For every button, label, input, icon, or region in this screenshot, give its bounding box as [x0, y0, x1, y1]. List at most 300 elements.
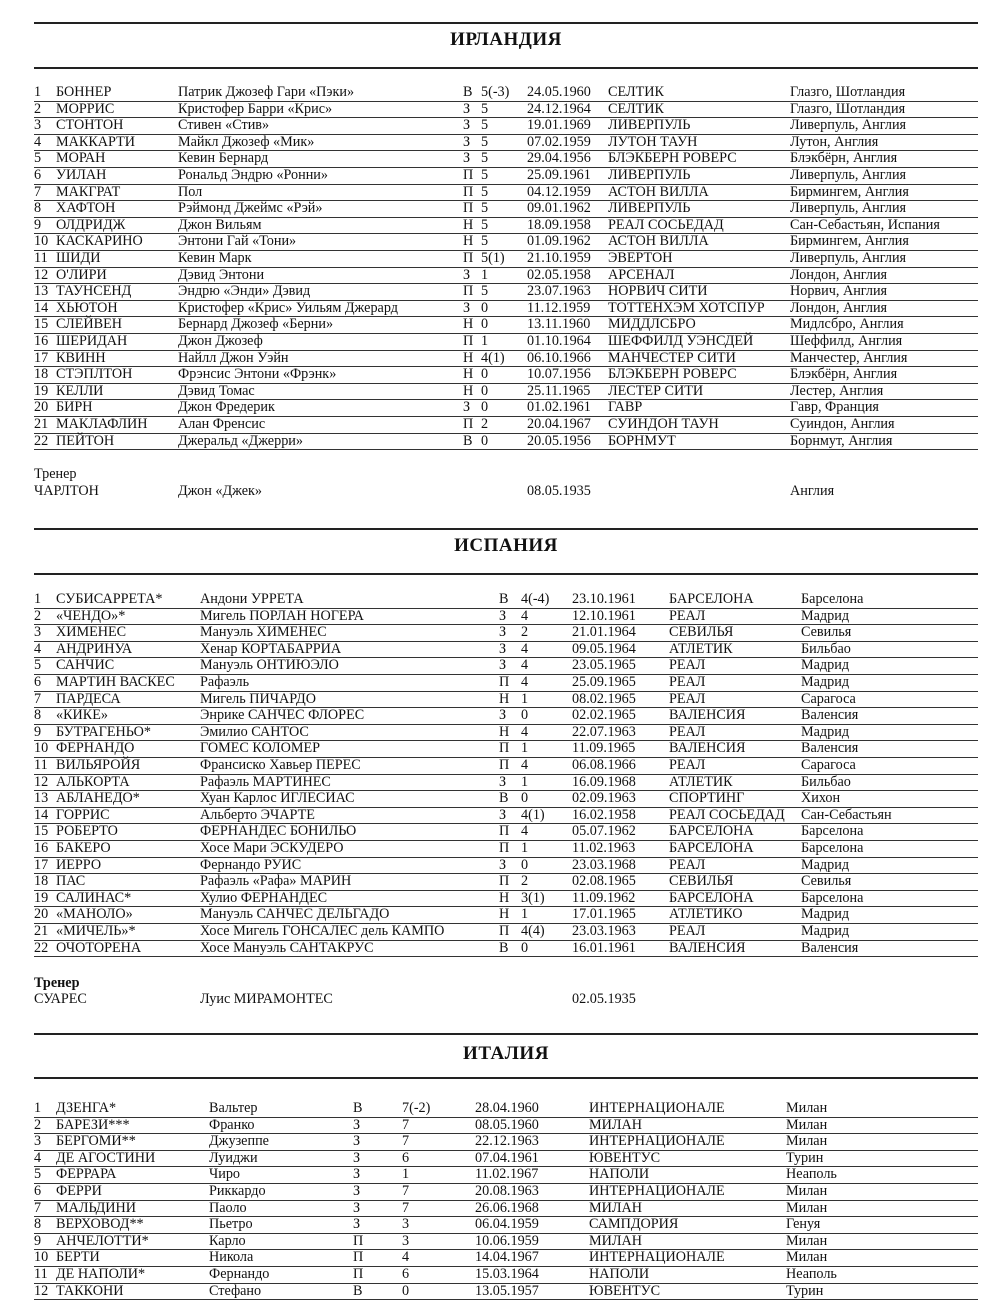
player-position: П — [463, 167, 474, 183]
player-club: СЕЛТИК — [608, 84, 664, 100]
player-matches: 1 — [521, 690, 529, 707]
player-matches: 5 — [481, 150, 489, 167]
player-given-names: Дэвид Энтони — [178, 266, 265, 283]
player-number: 1 — [34, 591, 42, 607]
player-birthdate: 01.09.1962 — [527, 233, 591, 250]
player-number: 2 — [34, 607, 42, 624]
player-birthdate: 12.10.1961 — [572, 607, 636, 624]
player-row — [34, 740, 978, 758]
player-club: МИДДЛСБРО — [608, 316, 696, 333]
player-row — [34, 416, 978, 434]
player-club: ИНТЕРНАЦИОНАЛЕ — [589, 1249, 725, 1266]
player-position: П — [463, 200, 474, 217]
player-surname: СУБИСАРРЕТА* — [56, 591, 163, 607]
player-number: 5 — [34, 1166, 42, 1183]
player-row — [34, 150, 978, 168]
player-birthdate: 22.12.1963 — [475, 1133, 539, 1150]
player-position: П — [463, 283, 474, 300]
player-row — [34, 1249, 978, 1267]
player-given-names: Андони УРРЕТА — [200, 591, 304, 607]
player-club: РЕАЛ — [669, 674, 706, 690]
player-matches: 5 — [481, 167, 489, 183]
player-matches: 6 — [402, 1149, 410, 1166]
player-position: Н — [463, 233, 474, 250]
player-position: Н — [463, 366, 474, 383]
player-position: З — [463, 117, 471, 134]
player-club-city: Ливерпуль, Англия — [790, 250, 907, 266]
player-club-city: Барселона — [801, 889, 864, 906]
player-position: В — [353, 1100, 363, 1116]
player-matches: 5 — [481, 233, 489, 250]
player-row — [34, 1283, 978, 1301]
player-position: П — [463, 250, 474, 266]
player-row — [34, 1266, 978, 1284]
player-surname: ТАККОНИ — [56, 1282, 124, 1299]
player-club: РЕАЛ — [669, 923, 706, 939]
player-given-names: Стивен «Стив» — [178, 117, 270, 134]
player-row — [34, 200, 978, 218]
player-row — [34, 134, 978, 152]
player-surname: ФЕРРАРА — [56, 1166, 117, 1183]
coach-label: Тренер — [34, 466, 77, 482]
player-birthdate: 01.10.1964 — [527, 333, 591, 349]
player-matches: 4(-4) — [521, 591, 550, 607]
player-row — [34, 691, 978, 709]
player-matches: 1 — [521, 906, 529, 923]
player-club-city: Турин — [786, 1282, 824, 1299]
player-club-city: Барселона — [801, 591, 864, 607]
player-number: 12 — [34, 266, 49, 283]
player-surname: БУТРАГЕНЬО* — [56, 723, 151, 740]
player-club-city: Милан — [786, 1100, 828, 1116]
player-club-city: Мадрид — [801, 657, 850, 674]
player-club: БАРСЕЛОНА — [669, 823, 754, 840]
player-given-names: Паоло — [209, 1199, 247, 1216]
player-given-names: Хуан Карлос ИГЛЕСИАС — [200, 790, 355, 807]
player-club-city: Лутон, Англия — [790, 133, 879, 150]
player-row — [34, 217, 978, 235]
player-number: 12 — [34, 1282, 49, 1299]
player-position: В — [463, 432, 473, 449]
player-club-city: Мадрид — [801, 923, 850, 939]
player-club-city: Мидлсбро, Англия — [790, 316, 904, 333]
player-position: З — [499, 657, 507, 674]
player-surname: МАКГРАТ — [56, 183, 121, 200]
player-birthdate: 02.02.1965 — [572, 707, 636, 724]
player-row — [34, 383, 978, 401]
player-club: РЕАЛ — [669, 723, 706, 740]
section-title: ИРЛАНДИЯ — [450, 29, 562, 50]
player-club: ЛИВЕРПУЛЬ — [608, 117, 691, 134]
player-given-names: Джон Джозеф — [178, 333, 263, 349]
player-number: 8 — [34, 707, 42, 724]
player-matches: 7 — [402, 1116, 410, 1133]
player-given-names: Мануэль ОНТИЮЭЛО — [200, 657, 339, 674]
player-birthdate: 16.09.1968 — [572, 773, 636, 790]
player-position: Н — [499, 889, 510, 906]
player-number: 21 — [34, 416, 49, 432]
player-number: 9 — [34, 1232, 42, 1249]
player-position: П — [499, 840, 510, 856]
player-row — [34, 591, 978, 609]
player-number: 10 — [34, 740, 49, 757]
player-number: 10 — [34, 1249, 49, 1266]
player-matches: 0 — [481, 316, 489, 333]
player-club: ВАЛЕНСИЯ — [669, 939, 746, 956]
player-number: 6 — [34, 1183, 42, 1199]
player-position: З — [353, 1133, 361, 1150]
player-row — [34, 857, 978, 875]
player-position: Н — [463, 216, 474, 233]
player-matches: 1 — [481, 333, 489, 349]
section-top-rule — [34, 22, 978, 24]
player-club-city: Неаполь — [786, 1266, 837, 1282]
player-position: П — [463, 333, 474, 349]
player-club: АСТОН ВИЛЛА — [608, 233, 709, 250]
player-row — [34, 316, 978, 334]
player-club: РЕАЛ — [669, 690, 706, 707]
player-club: ИНТЕРНАЦИОНАЛЕ — [589, 1100, 725, 1116]
player-given-names: Майкл Джозеф «Мик» — [178, 133, 315, 150]
player-surname: ФЕРРИ — [56, 1183, 102, 1199]
player-club: НАПОЛИ — [589, 1266, 650, 1282]
player-birthdate: 20.04.1967 — [527, 416, 591, 432]
player-given-names: Фернандо РУИС — [200, 856, 302, 873]
player-club: МИЛАН — [589, 1199, 642, 1216]
player-club-city: Ливерпуль, Англия — [790, 117, 907, 134]
player-matches: 4(1) — [481, 349, 505, 366]
player-position: П — [353, 1266, 364, 1282]
player-given-names: Рональд Эндрю «Ронни» — [178, 167, 328, 183]
player-club-city: Барселона — [801, 840, 864, 856]
player-row — [34, 641, 978, 659]
player-row — [34, 890, 978, 908]
player-birthdate: 06.04.1959 — [475, 1216, 539, 1233]
player-club: БАРСЕЛОНА — [669, 840, 754, 856]
player-matches: 2 — [521, 624, 529, 641]
player-club-city: Норвич, Англия — [790, 283, 888, 300]
player-surname: О'ЛИРИ — [56, 266, 107, 283]
player-club: ИНТЕРНАЦИОНАЛЕ — [589, 1183, 725, 1199]
player-surname: МАККАРТИ — [56, 133, 136, 150]
player-position: Н — [463, 349, 474, 366]
section-title-rule — [34, 67, 978, 69]
player-birthdate: 20.05.1956 — [527, 432, 591, 449]
player-surname: ХЬЮТОН — [56, 299, 118, 316]
player-matches: 1 — [481, 266, 489, 283]
player-matches: 4 — [521, 674, 529, 690]
player-row — [34, 1183, 978, 1201]
player-surname: «МАНОЛО» — [56, 906, 133, 923]
player-club-city: Милан — [786, 1249, 828, 1266]
player-row — [34, 433, 978, 451]
player-position: З — [353, 1149, 361, 1166]
player-club-city: Севилья — [801, 624, 852, 641]
player-row — [34, 608, 978, 626]
player-number: 19 — [34, 382, 49, 399]
player-club: НОРВИЧ СИТИ — [608, 283, 708, 300]
player-number: 9 — [34, 216, 42, 233]
coach-birthdate: 08.05.1935 — [527, 483, 591, 499]
player-surname: ОЧОТОРЕНА — [56, 939, 142, 956]
player-club: ВАЛЕНСИЯ — [669, 707, 746, 724]
player-row — [34, 84, 978, 102]
player-surname: ВЕРХОВОД** — [56, 1216, 144, 1233]
player-position: З — [499, 640, 507, 657]
player-surname: СТЭПЛТОН — [56, 366, 133, 383]
player-birthdate: 23.07.1963 — [527, 283, 591, 300]
player-club: ИНТЕРНАЦИОНАЛЕ — [589, 1133, 725, 1150]
player-surname: БАРЕЗИ*** — [56, 1116, 130, 1133]
player-number: 8 — [34, 200, 42, 217]
player-row — [34, 300, 978, 318]
player-matches: 5 — [481, 117, 489, 134]
player-position: П — [463, 416, 474, 432]
player-row — [34, 873, 978, 891]
player-matches: 4 — [521, 823, 529, 840]
player-position: З — [353, 1183, 361, 1199]
player-number: 11 — [34, 1266, 48, 1282]
player-birthdate: 07.04.1961 — [475, 1149, 539, 1166]
player-number: 2 — [34, 1116, 42, 1133]
player-number: 20 — [34, 906, 49, 923]
player-birthdate: 16.02.1958 — [572, 806, 636, 823]
player-club-city: Борнмут, Англия — [790, 432, 893, 449]
player-club-city: Глазго, Шотландия — [790, 100, 906, 117]
player-club-city: Лондон, Англия — [790, 266, 888, 283]
player-given-names: Хенар КОРТАБАРРИА — [200, 640, 342, 657]
player-given-names: Мануэль САНЧЕС ДЕЛЬГАДО — [200, 906, 390, 923]
player-birthdate: 15.03.1964 — [475, 1266, 539, 1282]
player-club-city: Мадрид — [801, 607, 850, 624]
player-given-names: ФЕРНАНДЕС БОНИЛЬО — [200, 823, 357, 840]
player-matches: 1 — [521, 840, 529, 856]
player-given-names: Хулио ФЕРНАНДЕС — [200, 889, 328, 906]
player-club-city: Милан — [786, 1183, 828, 1199]
player-birthdate: 09.01.1962 — [527, 200, 591, 217]
player-surname: МАЛЬДИНИ — [56, 1199, 137, 1216]
player-club: ЛИВЕРПУЛЬ — [608, 200, 691, 217]
player-matches: 2 — [521, 873, 529, 890]
player-club-city: Ливерпуль, Англия — [790, 167, 907, 183]
player-club-city: Турин — [786, 1149, 824, 1166]
player-position: Н — [463, 382, 474, 399]
player-position: З — [499, 856, 507, 873]
player-club: СПОРТИНГ — [669, 790, 745, 807]
coach-surname: ЧАРЛТОН — [34, 483, 99, 499]
player-given-names: Мигель ПОРЛАН НОГЕРА — [200, 607, 364, 624]
player-row — [34, 840, 978, 858]
player-position: З — [499, 624, 507, 641]
player-birthdate: 20.08.1963 — [475, 1183, 539, 1199]
player-row — [34, 657, 978, 675]
player-matches: 7(-2) — [402, 1100, 431, 1116]
player-birthdate: 18.09.1958 — [527, 216, 591, 233]
player-number: 18 — [34, 366, 49, 383]
section-title-rule — [34, 1077, 978, 1079]
player-birthdate: 14.04.1967 — [475, 1249, 539, 1266]
player-given-names: Кристофер «Крис» Уильям Джерард — [178, 299, 398, 316]
player-club-city: Милан — [786, 1133, 828, 1150]
player-row — [34, 790, 978, 808]
player-position: З — [353, 1199, 361, 1216]
player-club-city: Милан — [786, 1199, 828, 1216]
player-given-names: Хосе Мари ЭСКУДЕРО — [200, 840, 344, 856]
player-position: З — [499, 707, 507, 724]
player-given-names: Пол — [178, 183, 203, 200]
player-club-city: Барселона — [801, 823, 864, 840]
player-matches: 5(-3) — [481, 84, 510, 100]
player-number: 10 — [34, 233, 49, 250]
player-matches: 0 — [481, 432, 489, 449]
player-club: ЭВЕРТОН — [608, 250, 673, 266]
player-club: ЛИВЕРПУЛЬ — [608, 167, 691, 183]
player-club-city: Шеффилд, Англия — [790, 333, 903, 349]
player-surname: ДЕ АГОСТИНИ — [56, 1149, 156, 1166]
player-number: 15 — [34, 316, 49, 333]
player-position: З — [499, 607, 507, 624]
player-number: 5 — [34, 150, 42, 167]
player-club-city: Сан-Себастьян — [801, 806, 892, 823]
player-matches: 1 — [521, 773, 529, 790]
player-club: СЕВИЛЬЯ — [669, 873, 734, 890]
player-position: З — [353, 1116, 361, 1133]
player-position: В — [353, 1282, 363, 1299]
player-row — [34, 1150, 978, 1168]
player-given-names: Риккардо — [209, 1183, 266, 1199]
player-birthdate: 24.12.1964 — [527, 100, 591, 117]
player-row — [34, 267, 978, 285]
player-matches: 0 — [521, 939, 529, 956]
player-row — [34, 1166, 978, 1184]
player-club-city: Сан-Себастьян, Испания — [790, 216, 940, 233]
player-club: ЮВЕНТУС — [589, 1149, 661, 1166]
player-row — [34, 1233, 978, 1251]
player-given-names: Рафаэль МАРТИНЕС — [200, 773, 331, 790]
player-matches: 7 — [402, 1133, 410, 1150]
player-position: П — [463, 183, 474, 200]
player-surname: ПАС — [56, 873, 86, 890]
player-given-names: Рафаэль «Рафа» МАРИН — [200, 873, 352, 890]
player-surname: ПАРДЕСА — [56, 690, 121, 707]
player-club: БАРСЕЛОНА — [669, 591, 754, 607]
player-number: 3 — [34, 117, 42, 134]
player-club-city: Генуя — [786, 1216, 821, 1233]
player-surname: ХИМЕНЕС — [56, 624, 127, 641]
player-given-names: Энтони Гай «Тони» — [178, 233, 297, 250]
player-surname: ВИЛЬЯРОЙЯ — [56, 757, 141, 773]
player-row — [34, 366, 978, 384]
player-surname: ШИДИ — [56, 250, 101, 266]
section-top-rule — [34, 528, 978, 530]
player-club-city: Сарагоса — [801, 757, 856, 773]
player-given-names: Франко — [209, 1116, 255, 1133]
player-given-names: Мануэль ХИМЕНЕС — [200, 624, 327, 641]
player-birthdate: 25.11.1965 — [527, 382, 591, 399]
player-position: П — [499, 823, 510, 840]
player-club-city: Лестер, Англия — [790, 382, 884, 399]
player-given-names: Кристофер Барри «Крис» — [178, 100, 333, 117]
player-matches: 5 — [481, 216, 489, 233]
player-matches: 0 — [481, 299, 489, 316]
player-number: 15 — [34, 823, 49, 840]
player-club: СУИНДОН ТАУН — [608, 416, 719, 432]
player-number: 14 — [34, 299, 49, 316]
player-birthdate: 11.12.1959 — [527, 299, 591, 316]
player-club: РЕАЛ — [669, 657, 706, 674]
player-club: ТОТТЕНХЭМ ХОТСПУР — [608, 299, 765, 316]
player-birthdate: 23.10.1961 — [572, 591, 636, 607]
player-number: 5 — [34, 657, 42, 674]
player-club: НАПОЛИ — [589, 1166, 650, 1183]
player-given-names: Фернандо — [209, 1266, 270, 1282]
player-club: БЛЭКБЕРН РОВЕРС — [608, 150, 737, 167]
player-number: 4 — [34, 1149, 42, 1166]
player-club-city: Милан — [786, 1116, 828, 1133]
player-surname: ФЕРНАНДО — [56, 740, 135, 757]
player-number: 2 — [34, 100, 42, 117]
player-number: 1 — [34, 1100, 42, 1116]
player-matches: 4 — [521, 657, 529, 674]
player-birthdate: 24.05.1960 — [527, 84, 591, 100]
player-birthdate: 19.01.1969 — [527, 117, 591, 134]
player-club: АТЛЕТИК — [669, 640, 733, 657]
player-club-city: Блэкбёрн, Англия — [790, 366, 898, 383]
player-club-city: Неаполь — [786, 1166, 837, 1183]
player-surname: МОРРИС — [56, 100, 115, 117]
player-club-city: Блэкбёрн, Англия — [790, 150, 898, 167]
player-number: 11 — [34, 250, 48, 266]
player-matches: 1 — [402, 1166, 410, 1183]
player-club-city: Мадрид — [801, 856, 850, 873]
player-number: 16 — [34, 333, 49, 349]
player-row — [34, 906, 978, 924]
player-position: З — [499, 806, 507, 823]
player-row — [34, 283, 978, 301]
player-row — [34, 823, 978, 841]
player-surname: САНЧИС — [56, 657, 115, 674]
player-birthdate: 23.03.1963 — [572, 923, 636, 939]
player-position: З — [353, 1216, 361, 1233]
player-birthdate: 07.02.1959 — [527, 133, 591, 150]
player-birthdate: 26.06.1968 — [475, 1199, 539, 1216]
player-surname: ПЕЙТОН — [56, 432, 115, 449]
player-position: В — [499, 790, 509, 807]
player-row — [34, 333, 978, 351]
player-birthdate: 10.06.1959 — [475, 1232, 539, 1249]
player-row — [34, 807, 978, 825]
player-number: 8 — [34, 1216, 42, 1233]
player-surname: БИРН — [56, 399, 93, 416]
player-given-names: Джеральд «Джерри» — [178, 432, 303, 449]
player-matches: 4(1) — [521, 806, 545, 823]
player-club: АТЛЕТИК — [669, 773, 733, 790]
player-matches: 0 — [521, 790, 529, 807]
player-given-names: Франсиско Хавьер ПЕРЕС — [200, 757, 361, 773]
player-surname: ХАФТОН — [56, 200, 116, 217]
player-club-city: Ливерпуль, Англия — [790, 200, 907, 217]
player-club-city: Валенсия — [801, 740, 859, 757]
player-number: 12 — [34, 773, 49, 790]
player-matches: 5 — [481, 100, 489, 117]
player-matches: 4 — [521, 757, 529, 773]
player-number: 17 — [34, 856, 49, 873]
player-given-names: Стефано — [209, 1282, 262, 1299]
section-title-rule — [34, 573, 978, 575]
player-surname: БЕРГОМИ** — [56, 1133, 136, 1150]
player-number: 22 — [34, 939, 49, 956]
player-row — [34, 101, 978, 119]
